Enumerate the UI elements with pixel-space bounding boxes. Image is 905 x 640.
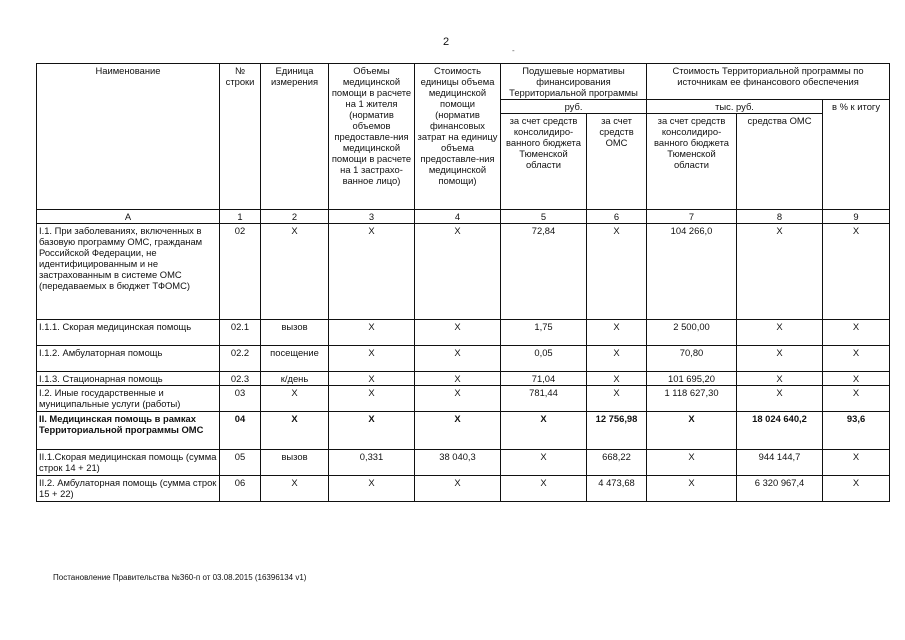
table-row [37,372,890,386]
header-name: Наименование [37,64,220,210]
row-percent: 93,6 [823,412,890,450]
row-pc-oms: Х [587,386,647,412]
header-oms-b: средства ОМС [737,114,823,210]
row-percent: Х [823,476,890,502]
header-volume: Объемы медицинской помощи в расчете на 1 жителя (норматив объемов предоставле-ния медицинской помощи в расчете на 1 застрахо-ванное лицо) [329,64,415,210]
row-percent: Х [823,450,890,476]
row-volume: Х [329,224,415,320]
row-volume: Х [329,320,415,346]
table-row [37,412,890,450]
row-percent: Х [823,386,890,412]
row-cost: Х [415,224,501,320]
row-cost: Х [415,346,501,372]
footer-note: Постановление Правительства №360-п от 03.08.2015 (16396134 v1) [53,573,307,582]
row-pc-budget: Х [501,412,587,450]
page-mark: - [512,46,515,55]
row-volume: Х [329,386,415,412]
index-cell: 9 [823,210,890,224]
row-tc-budget: 2 500,00 [647,320,737,346]
row-pc-oms: 12 756,98 [587,412,647,450]
row-tc-budget: 101 695,20 [647,372,737,386]
row-name: I.1. При заболеваниях, включенных в базовую программу ОМС, гражданам Российской Федерации, не идентифицированным и не застрахованным в системе ОМС (передаваемых в бюджет ТФОМС) [37,224,220,320]
row-pc-budget: 781,44 [501,386,587,412]
header-rub: руб. [501,100,647,114]
row-number: 02 [220,224,261,320]
row-number: 06 [220,476,261,502]
row-volume: Х [329,476,415,502]
row-pc-budget: Х [501,450,587,476]
row-pc-oms: 4 473,68 [587,476,647,502]
row-unit: вызов [261,450,329,476]
header-cost: Стоимость единицы объема медицинской помощи (норматив финансовых затрат на единицу объема предоставле-ния медицинской помощи) [415,64,501,210]
row-number: 04 [220,412,261,450]
row-tc-budget: 1 118 627,30 [647,386,737,412]
row-tc-budget: 104 266,0 [647,224,737,320]
row-percent: Х [823,320,890,346]
row-pc-budget: Х [501,476,587,502]
row-tc-oms: Х [737,372,823,386]
row-pc-budget: 71,04 [501,372,587,386]
row-percent: Х [823,372,890,386]
header-row-1 [37,64,890,100]
row-name: II. Медицинская помощь в рамках Территориальной программы ОМС [37,412,220,450]
row-tc-oms: 944 144,7 [737,450,823,476]
row-tc-oms: 18 024 640,2 [737,412,823,450]
row-cost: Х [415,476,501,502]
row-number: 02.1 [220,320,261,346]
header-budget-a: за счет средств консолидиро-ванного бюджета Тюменской области [501,114,587,210]
row-unit: Х [261,476,329,502]
index-cell: А [37,210,220,224]
index-row [37,210,890,224]
row-pc-budget: 72,84 [501,224,587,320]
row-unit: Х [261,412,329,450]
table-row [37,450,890,476]
header-total-cost: Стоимость Территориальной программы по источникам ее финансового обеспечения [647,64,890,100]
row-name: I.1.2. Амбулаторная помощь [37,346,220,372]
row-pc-budget: 0,05 [501,346,587,372]
row-pc-oms: Х [587,320,647,346]
financing-table [36,63,890,502]
row-volume: 0,331 [329,450,415,476]
header-unit: Единица измерения [261,64,329,210]
row-cost: Х [415,412,501,450]
row-number: 05 [220,450,261,476]
row-tc-oms: Х [737,320,823,346]
header-per-capita: Подушевые нормативы финансирования Территориальной программы [501,64,647,100]
row-tc-budget: Х [647,412,737,450]
row-tc-oms: Х [737,346,823,372]
index-cell: 8 [737,210,823,224]
row-volume: Х [329,346,415,372]
row-cost: Х [415,386,501,412]
row-unit: посещение [261,346,329,372]
index-cell: 6 [587,210,647,224]
page-number: 2 [443,36,450,48]
index-cell: 7 [647,210,737,224]
table-row [37,476,890,502]
header-percent: в % к итогу [823,100,890,210]
row-volume: Х [329,412,415,450]
row-pc-oms: Х [587,372,647,386]
row-tc-oms: Х [737,386,823,412]
row-percent: Х [823,346,890,372]
row-name: II.1.Скорая медицинская помощь (сумма строк 14 + 21) [37,450,220,476]
row-pc-oms: 668,22 [587,450,647,476]
row-name: I.1.1. Скорая медицинская помощь [37,320,220,346]
row-cost: Х [415,372,501,386]
header-oms-a: за счет средств ОМС [587,114,647,210]
row-pc-oms: Х [587,224,647,320]
row-unit: Х [261,224,329,320]
row-cost: 38 040,3 [415,450,501,476]
table-row [37,224,890,320]
row-unit: Х [261,386,329,412]
table-row [37,386,890,412]
index-cell: 4 [415,210,501,224]
row-name: I.1.3. Стационарная помощь [37,372,220,386]
index-cell: 5 [501,210,587,224]
row-pc-budget: 1,75 [501,320,587,346]
table-row [37,320,890,346]
index-cell: 3 [329,210,415,224]
row-percent: Х [823,224,890,320]
row-tc-budget: Х [647,476,737,502]
row-volume: Х [329,372,415,386]
index-cell: 1 [220,210,261,224]
table-row [37,346,890,372]
row-name: I.2. Иные государственные и муниципальные услуги (работы) [37,386,220,412]
row-pc-oms: Х [587,346,647,372]
index-cell: 2 [261,210,329,224]
row-unit: вызов [261,320,329,346]
row-tc-oms: 6 320 967,4 [737,476,823,502]
row-number: 02.3 [220,372,261,386]
row-name: II.2. Амбулаторная помощь (сумма строк 15 + 22) [37,476,220,502]
header-row-num: № строки [220,64,261,210]
header-budget-b: за счет средств консолидиро-ванного бюджета Тюменской области [647,114,737,210]
row-cost: Х [415,320,501,346]
row-tc-budget: 70,80 [647,346,737,372]
row-unit: к/день [261,372,329,386]
row-number: 02.2 [220,346,261,372]
row-tc-budget: Х [647,450,737,476]
header-thousand-rub: тыс. руб. [647,100,823,114]
row-number: 03 [220,386,261,412]
row-tc-oms: Х [737,224,823,320]
